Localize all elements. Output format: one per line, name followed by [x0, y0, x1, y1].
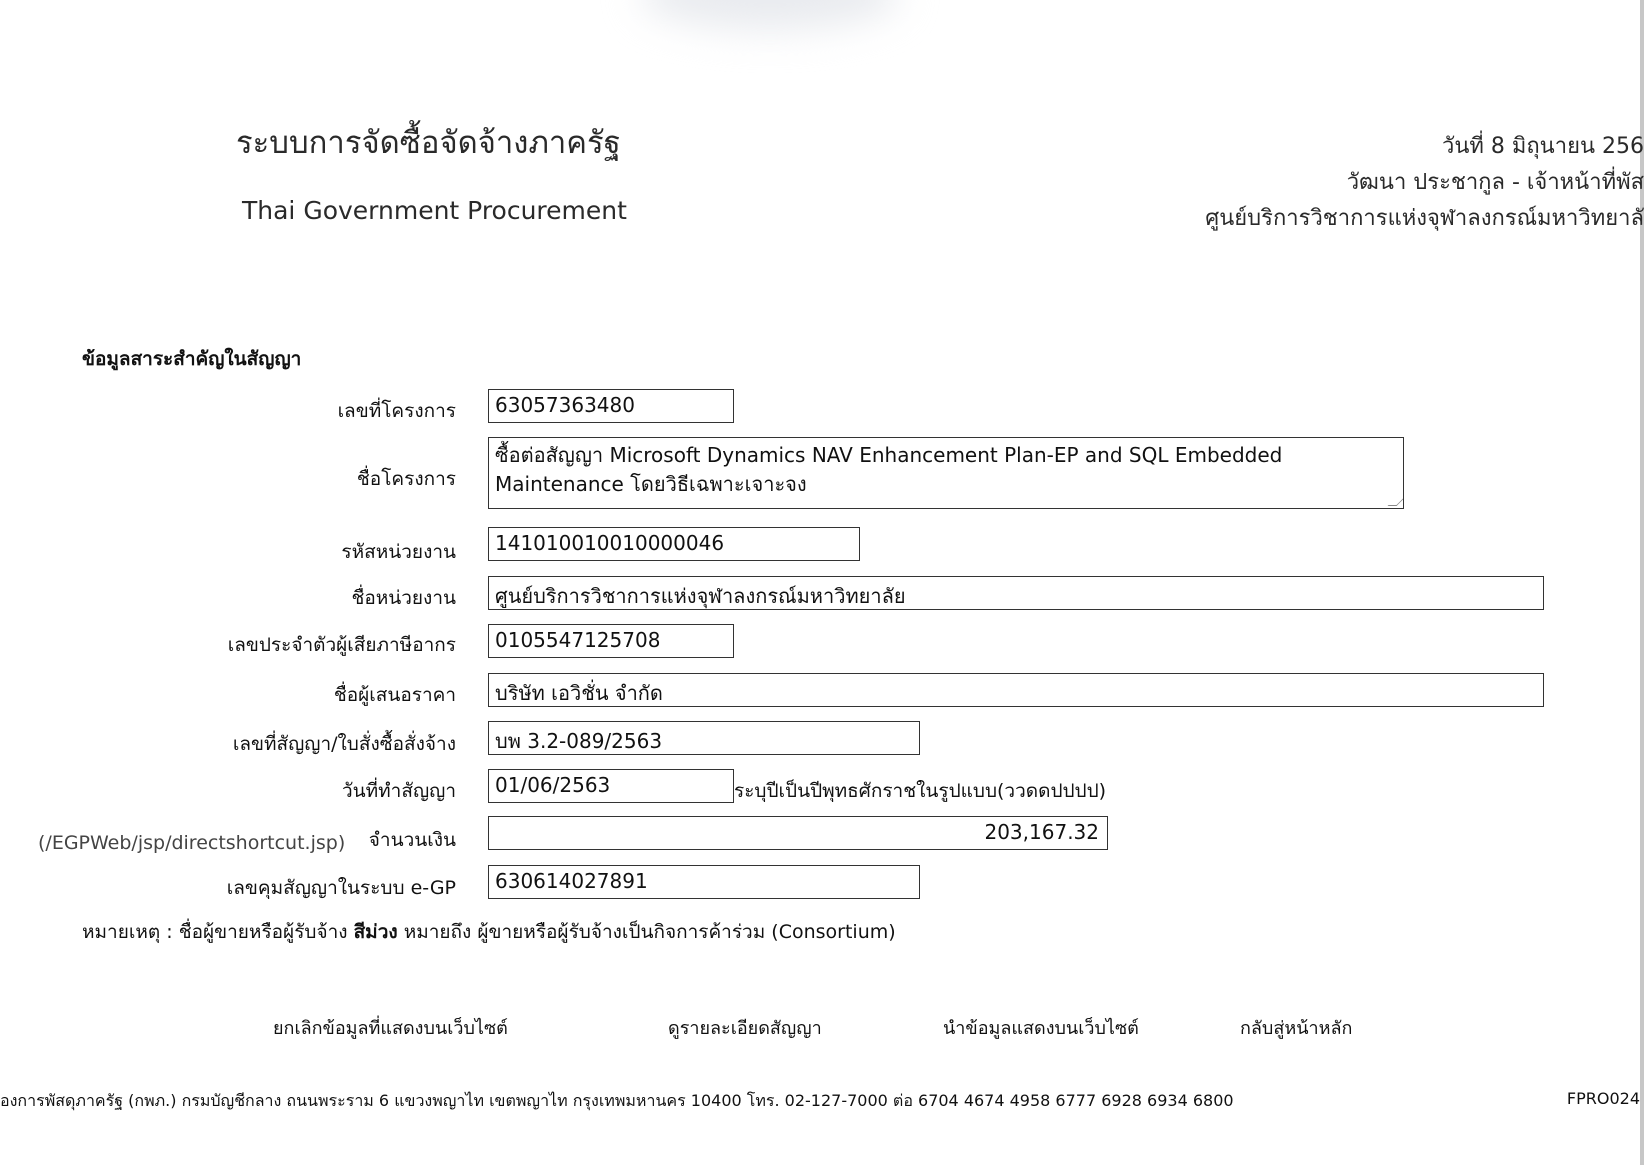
note-emphasis: สีม่วง [353, 921, 398, 943]
consortium-note [82, 917, 896, 947]
project-name-label: ชื่อโครงการ [356, 468, 456, 490]
tax-id-label: เลขประจำตัวผู้เสียภาษีอากร [227, 634, 456, 656]
footer-address: องการพัสดุภาครัฐ (กพภ.) กรมบัญชีกลาง ถนนพระราม 6 แขวงพญาไท เขตพญาไท กรุงเทพมหานคร 10400 โทร. 02-127-7000 ต่อ 6704 4674 4958 6777 6928 6934 6800 [0, 1091, 1234, 1110]
section-title: ข้อมูลสาระสำคัญในสัญญา [82, 348, 302, 370]
amount-field[interactable]: 203,167.32 [488, 816, 1108, 850]
view-contract-button[interactable]: ดูรายละเอียดสัญญา [668, 1018, 822, 1039]
egp-no-field[interactable]: 630614027891 [488, 865, 920, 899]
scan-shadow [640, 0, 900, 30]
cancel-publish-button[interactable]: ยกเลิกข้อมูลที่แสดงบนเว็บไซต์ [273, 1018, 508, 1039]
unit-code-label: รหัสหน่วยงาน [341, 541, 456, 563]
unit-code-field[interactable]: 141010010010000046 [488, 527, 860, 561]
system-subtitle: Thai Government Procurement [242, 196, 627, 225]
user-info [844, 128, 1644, 236]
project-name-text: ซื้อต่อสัญญา Microsoft Dynamics NAV Enhancement Plan-EP and SQL Embedded Maintenance โดยวิธีเฉพาะเจาะจง [495, 443, 1283, 496]
unit-name-field[interactable]: ศูนย์บริการวิชาการแห่งจุฬาลงกรณ์มหาวิทยาลัย [488, 576, 1544, 610]
current-date: วันที่ 8 มิถุนายน 256 [1441, 134, 1644, 159]
project-no-label: เลขที่โครงการ [337, 400, 456, 422]
unit-name-label: ชื่อหน่วยงาน [351, 587, 456, 609]
project-name-field[interactable] [488, 437, 1404, 509]
bidder-name-field[interactable]: บริษัท เอวิชั่น จำกัด [488, 673, 1544, 707]
contract-no-field[interactable]: บพ 3.2-089/2563 [488, 721, 920, 755]
project-no-field[interactable]: 63057363480 [488, 389, 734, 423]
egp-no-label: เลขคุมสัญญาในระบบ e-GP [226, 877, 456, 899]
publish-button[interactable]: นำข้อมูลแสดงบนเว็บไซต์ [943, 1018, 1139, 1039]
footer-page-code: FPRO024 [1559, 1089, 1640, 1108]
note-suffix: หมายถึง ผู้ขายหรือผู้รับจ้างเป็นกิจการค้าร่วม (Consortium) [397, 921, 896, 943]
organization-name: ศูนย์บริการวิชาการแห่งจุฬาลงกรณ์มหาวิทยาลั [1205, 206, 1644, 231]
contract-no-label: เลขที่สัญญา/ใบสั่งซื้อสั่งจ้าง [232, 733, 456, 755]
contract-date-field[interactable]: 01/06/2563 [488, 769, 734, 803]
note-prefix: หมายเหตุ : ชื่อผู้ขายหรือผู้รับจ้าง [82, 921, 354, 943]
home-button[interactable]: กลับสู่หน้าหลัก [1240, 1018, 1353, 1039]
user-name: วัฒนา ประชากูล - เจ้าหน้าที่พัส [1346, 170, 1644, 195]
contract-date-label: วันที่ทำสัญญา [341, 780, 456, 802]
date-format-hint: ระบุปีเป็นปีพุทธศักราชในรูปแบบ(ววดดปปปป) [734, 780, 1107, 802]
system-title: ระบบการจัดซื้อจัดจ้างภาครัฐ [236, 125, 621, 161]
tax-id-field[interactable]: 0105547125708 [488, 624, 734, 658]
bidder-name-label: ชื่อผู้เสนอราคา [333, 684, 456, 706]
amount-label: จำนวนเงิน [368, 829, 456, 851]
shortcut-link-text[interactable]: (/EGPWeb/jsp/directshortcut.jsp) [38, 832, 346, 854]
resize-grip-icon[interactable] [1388, 497, 1405, 506]
